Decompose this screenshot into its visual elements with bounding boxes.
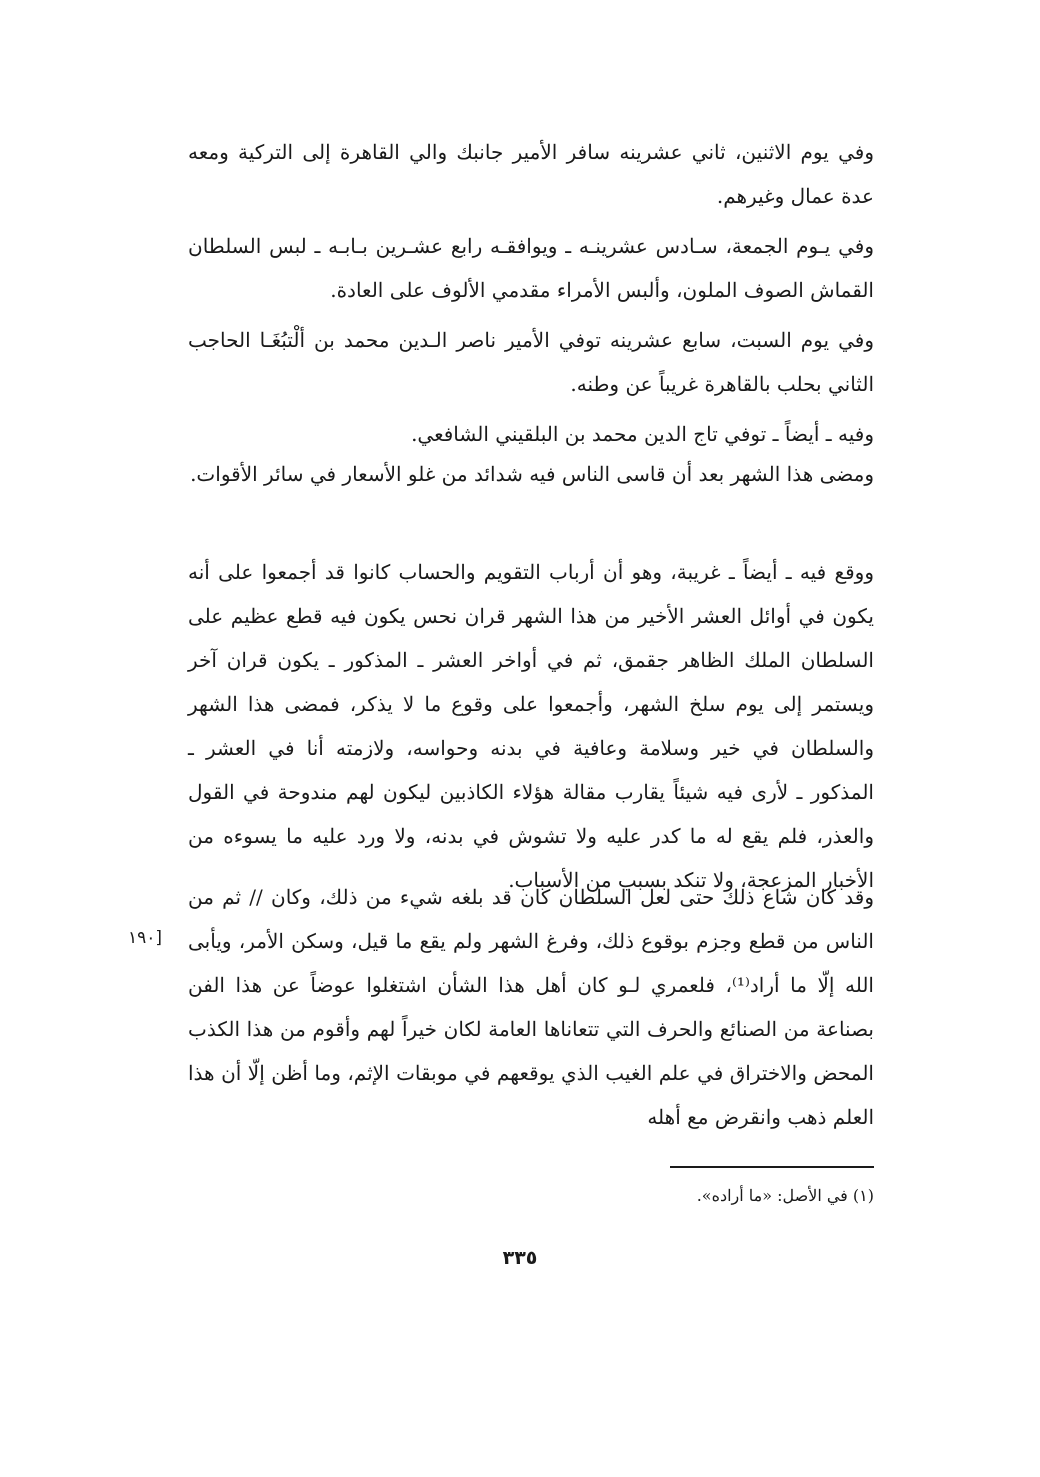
paragraph: وفي يوم السبت، سابع عشرينه توفي الأمير ناصر الـدين محمد بن ألْتبُغَـا الحاجب الثاني بحلب بالقاهرة غريباً عن وطنه. xyxy=(188,328,874,396)
paragraph-1-block xyxy=(188,130,874,218)
paragraph-7-block xyxy=(188,875,874,1139)
paragraph-6-block xyxy=(188,550,874,902)
paragraph: وفي يـوم الجمعة، سـادس عشرينـه ـ ويوافقـه رابع عشـرين بـابـه ـ لبس السلطان القماش الصوف الملون، وألبس الأمراء مقدمي الألوف على العادة. xyxy=(188,234,874,302)
footnote-divider xyxy=(670,1166,874,1168)
paragraph-2-block xyxy=(188,224,874,312)
paragraph: ووقع فيه ـ أيضاً ـ غريبة، وهو أن أرباب التقويم والحساب كانوا قد أجمعوا على أنه يكون في أوائل العشر الأخير من هذا الشهر قران نحس يكون فيه قطع عظيم على السلطان الملك الظاهر جقمق، ثم في أواخر العشر ـ المذكور ـ يكون قران آخر ويستمر إلى يوم سلخ الشهر، وأجمعوا على وقوع ما لا يذكر، فمضى هذا الشهر والسلطان في خير وسلامة وعافية في بدنه وحواسه، ولازمته أنا في العشر ـ المذكور ـ لأرى فيه شيئاً يقارب مقالة هؤلاء الكاذبين ليكون لهم مندوحة في القول والعذر، فلم يقع له ما كدر عليه ولا تشوش في بدنه، ولا ورد عليه ما يسوءه من الأخبار المزعجة، ولا تنكد بسبب من الأسباب. xyxy=(188,560,874,892)
paragraph: وفيه ـ أيضاً ـ توفي تاج الدين محمد بن البلقيني الشافعي. xyxy=(411,422,874,446)
paragraph-4-block xyxy=(188,412,874,456)
paragraph-5-block xyxy=(188,452,874,496)
paragraph: ومضى هذا الشهر بعد أن قاسى الناس فيه شدائد من غلو الأسعار في سائر الأقوات. xyxy=(190,462,874,486)
manuscript-folio-marker: [١٩٠ xyxy=(128,928,163,948)
paragraph: وقد كان شاع ذلك حتى لعل السلطان كان قد بلغه شيء من ذلك، وكان // ثم من الناس من قطع وجزم بوقوع ذلك، وفرغ الشهر ولم يقع ما قيل، وسكن الأمر، ويأبى الله إلّا ما أراد⁽¹⁾، فلعمري لـو كان أهل هذا الشأن اشتغلوا عوضاً عن هذا الفن بصناعة من الصنائع والحرف التي تتعاناها العامة لكان خيراً لهم وأقوم من هذا الكذب المحض والاختراق في علم الغيب الذي يوقعهم في موبقات الإثم، وما أظن إلّا أن هذا العلم ذهب وانقرض مع أهله xyxy=(188,885,874,1129)
paragraph-3-block xyxy=(188,318,874,406)
footnote: (١) في الأصل: «ما أراده». xyxy=(696,1186,874,1205)
page-number: ٣٣٥ xyxy=(502,1247,538,1269)
paragraph: وفي يوم الاثنين، ثاني عشرينه سافر الأمير جانبك والي القاهرة إلى التركية ومعه عدة عمال وغيرهم. xyxy=(188,140,874,208)
